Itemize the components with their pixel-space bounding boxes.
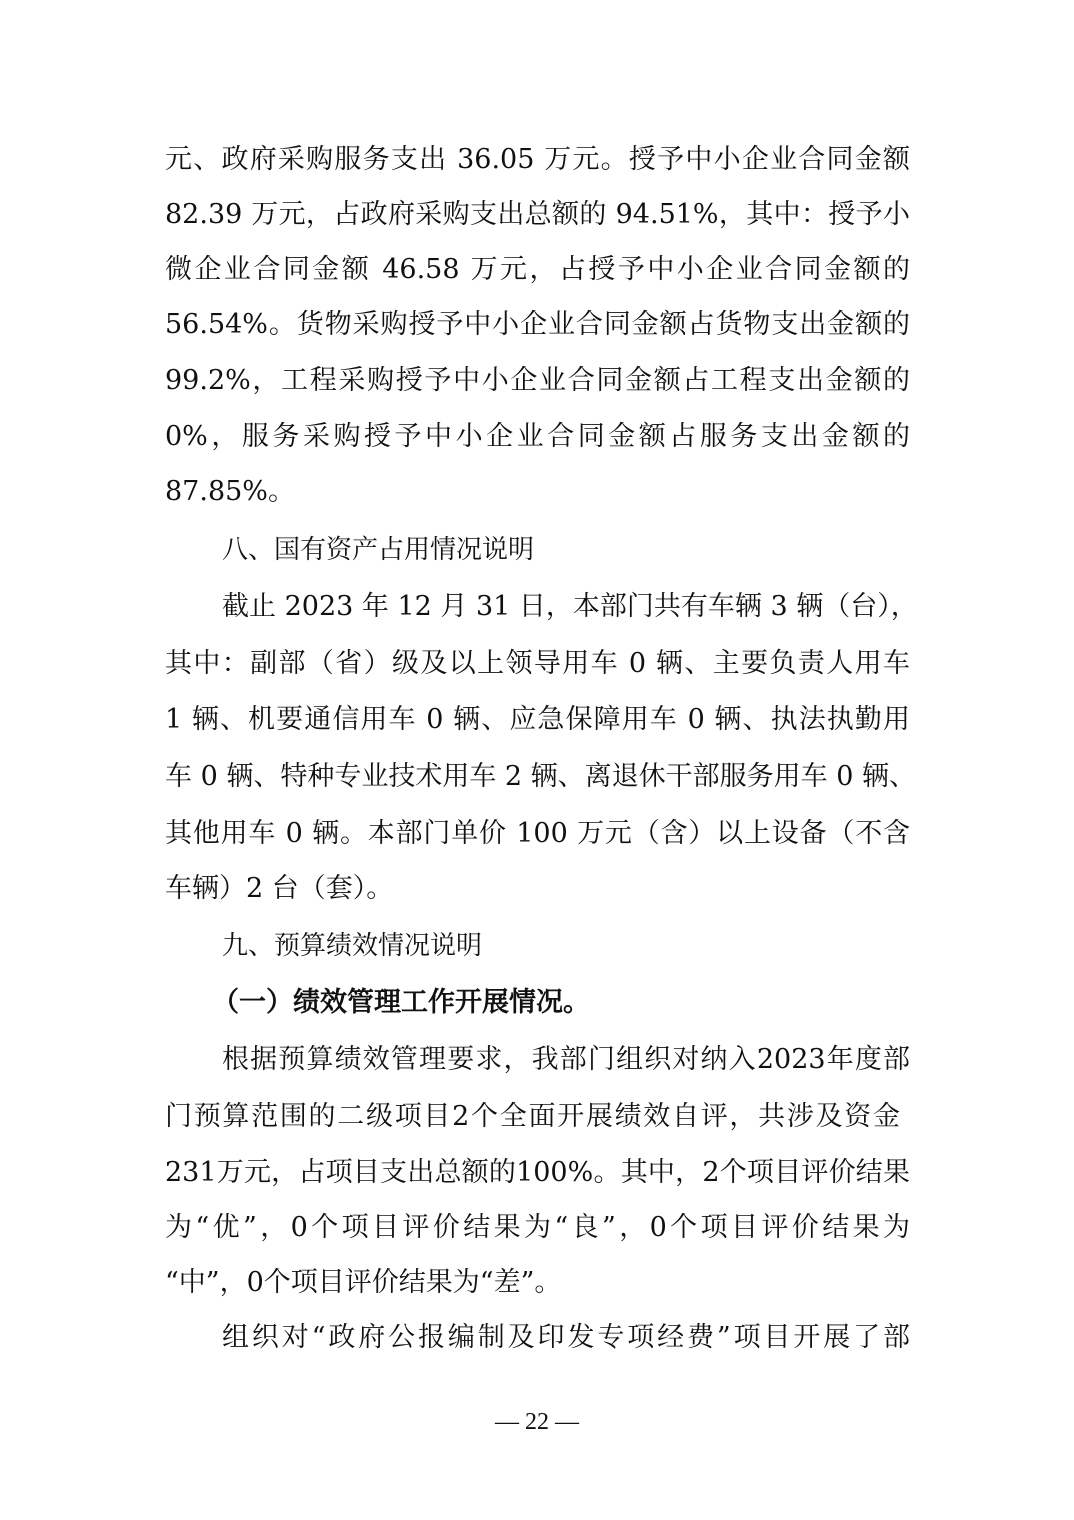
body-line: 组织对“政府公报编制及印发专项经费”项目开展了部 (222, 1322, 910, 1353)
body-line: 其中：副部（省）级及以上领导用车 0 辆、主要负责人用车 (165, 648, 910, 679)
body-line: 车辆）2 台（套）。 (165, 873, 394, 904)
body-line: 56.54%。货物采购授予中小企业合同金额占货物支出金额的 (165, 309, 910, 340)
section-heading-9: 九、预算绩效情况说明 (222, 931, 483, 961)
body-line: 99.2%，工程采购授予中小企业合同金额占工程支出金额的 (165, 365, 910, 396)
body-line: 0%，服务采购授予中小企业合同金额占服务支出金额的 (165, 421, 910, 452)
body-line: 231万元，占项目支出总额的100%。其中，2个项目评价结果 (165, 1157, 910, 1188)
page-number: — 22 — (495, 1409, 579, 1435)
body-line: 微企业合同金额 46.58 万元，占授予中小企业合同金额的 (165, 254, 910, 285)
body-line: 门预算范围的二级项目2个全面开展绩效自评，共涉及资金 (165, 1101, 900, 1132)
body-line: 其他用车 0 辆。本部门单价 100 万元（含）以上设备（不含 (165, 818, 910, 849)
body-line: 为“优”，0个项目评价结果为“良”，0个项目评价结果为 (165, 1212, 910, 1243)
body-line: 82.39 万元，占政府采购支出总额的 94.51%，其中：授予小 (165, 199, 910, 230)
body-line: 截止 2023 年 12 月 31 日，本部门共有车辆 3 辆（台）， (222, 591, 918, 622)
section-heading-8: 八、国有资产占用情况说明 (222, 535, 535, 565)
body-line: “中”，0个项目评价结果为“差”。 (165, 1267, 562, 1298)
subsection-heading-1: （一）绩效管理工作开展情况。 (212, 987, 590, 1018)
body-line: 87.85%。 (165, 476, 295, 507)
body-line: 根据预算绩效管理要求，我部门组织对纳入2023年度部 (222, 1044, 910, 1075)
body-line: 1 辆、机要通信用车 0 辆、应急保障用车 0 辆、执法执勤用 (165, 704, 910, 735)
body-line: 元、政府采购服务支出 36.05 万元。授予中小企业合同金额 (165, 144, 910, 175)
body-line: 车 0 辆、特种专业技术用车 2 辆、离退休干部服务用车 0 辆、 (165, 761, 917, 792)
